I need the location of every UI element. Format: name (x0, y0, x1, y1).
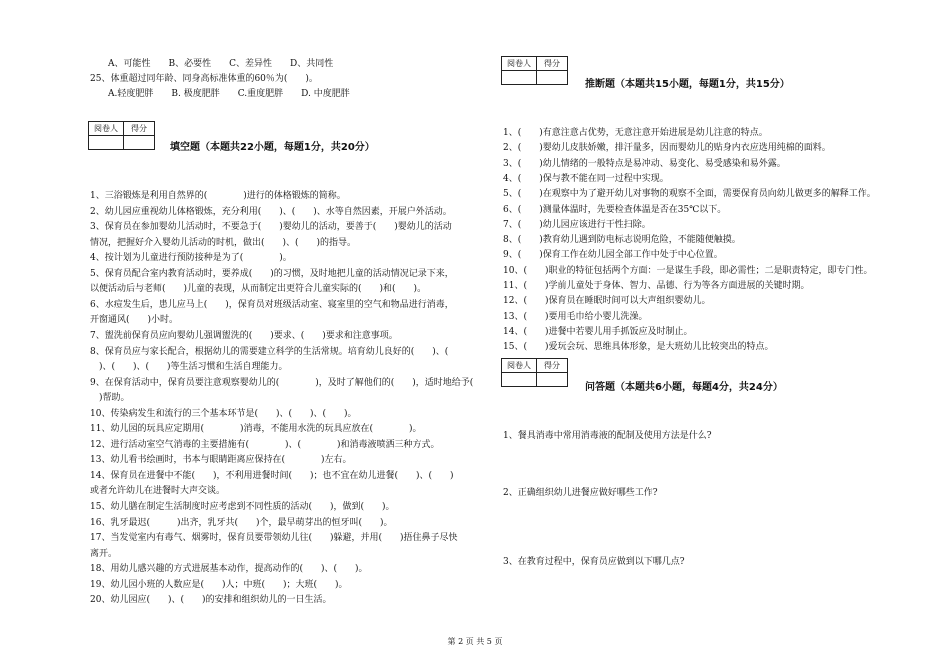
fill-question-line: 7、盥洗前保育员应向婴幼儿强调盥洗的( )要求、( )要求和注意事项。 (90, 330, 398, 341)
reviewer-header: 阅卷人 (502, 57, 537, 71)
judge-question-line: 2、( )婴幼儿皮肤娇嫩，排汗量多，因而婴幼儿的贴身内衣应选用纯棉的面料。 (503, 143, 831, 154)
reviewer-header: 阅卷人 (502, 359, 537, 373)
fill-question-line: 20、幼儿园应( )、( )的安排和组织幼儿的一日生活。 (90, 595, 332, 606)
judge-question-line: 12、( )保育员在睡眠时间可以大声组织婴幼儿。 (503, 296, 711, 307)
fill-question-line: 11、幼儿园的玩具应定期用( )消毒，不能用水洗的玩具应放在( )。 (90, 424, 422, 435)
fill-question-line: 17、当发觉室内有毒气、烟雾时，保育员要带领幼儿往( )躲避，并用( )捂住鼻子尽快 (90, 533, 458, 544)
qa-section-title: 问答题（本题共6小题，每题4分，共24分） (585, 382, 783, 393)
fill-question-line: 离开。 (90, 548, 118, 559)
fill-question-line: )帮助。 (90, 393, 130, 404)
fill-question-line: 2、幼儿园应重视幼儿体格锻炼，充分利用( )、( )、水等自然因素，开展户外活动。 (90, 206, 452, 217)
fill-question-line: 开窗通风( )小时。 (90, 315, 179, 326)
fill-question-line: 以便活动后与老师( )儿童的表现，从而制定出更符合儿童实际的( )和( )。 (90, 284, 427, 295)
reviewer-cell (502, 373, 537, 387)
score-cell (537, 71, 568, 85)
reviewer-cell (502, 71, 537, 85)
score-header: 得分 (537, 57, 568, 71)
fill-question-line: 3、保育员在参加婴幼儿活动时，不要急于( )婴幼儿的活动，要善于( )婴幼儿的活动 (90, 222, 452, 233)
judge-question-line: 8、( )教育幼儿遇到防电标志说明危险，不能随便触摸。 (503, 235, 741, 246)
qa-score-table (501, 358, 568, 387)
qa-question-1: 1、餐具消毒中常用消毒液的配制及使用方法是什么? (503, 431, 712, 441)
fill-question-line: 14、保育员在进餐中不能( )，不利用进餐时间( )；也不宜在幼儿进餐( )、( ) (90, 470, 454, 481)
q25-options: A.轻度肥胖 B. 极度肥胖 C.重度肥胖 D. 中度肥胖 (108, 89, 350, 99)
fill-score-table (88, 121, 155, 150)
judge-question-line: 15、( )爱玩会玩、思维具体形象，是大班幼儿比较突出的特点。 (503, 342, 774, 353)
qa-question-2: 2、正确组织幼儿进餐应做好哪些工作? (503, 488, 658, 498)
judge-question-line: 1、( )有意注意占优势，无意注意开始进展是幼儿注意的特点。 (503, 128, 768, 138)
qa-question-3: 3、在教育过程中，保育员应做到以下哪几点? (503, 557, 685, 567)
fill-question-line: 16、乳牙最迟( )出齐，乳牙共( )个，最早萌芽出的恒牙叫( )。 (90, 517, 393, 528)
score-header: 得分 (537, 359, 568, 373)
fill-question-line: 1、三浴锻炼是利用自然界的( )进行的体格锻炼的简称。 (90, 191, 346, 201)
judge-question-line: 5、( )在观察中为了避开幼儿对事物的观察不全面，需要保育员向幼儿做更多的解释工作。 (503, 189, 876, 200)
fill-question-line: 12、进行活动室空气消毒的主要措施有( )、( )和消毒液喷洒三种方式。 (90, 439, 440, 450)
judge-question-line: 9、( )保育工作在幼儿园全部工作中处于中心位置。 (503, 250, 723, 261)
judge-question-line: 4、( )保与教不能在同一过程中实现。 (503, 173, 669, 184)
fill-question-line: 6、水痘发生后，患儿应马上( )，保育员对班级活动室、寝室里的空气和物品进行消毒， (90, 299, 454, 310)
fill-question-line: 10、传染病发生和流行的三个基本环节是( )、( )、( )。 (90, 408, 357, 419)
judge-score-table (501, 56, 568, 85)
judge-question-line: 3、( )幼儿情绪的一般特点是易冲动、易变化、易受感染和易外露。 (503, 158, 786, 169)
fill-question-line: 19、幼儿园小班的人数应是( )人；中班( )；大班( )。 (90, 579, 348, 590)
fill-question-line: 9、在保育活动中，保育员要注意观察婴幼儿的( )，及时了解他们的( )，适时地给予( (90, 377, 474, 388)
fill-question-line: 5、保育员配合室内教育活动时，要养成( )的习惯，及时地把儿童的活动情况记录下来， (90, 268, 454, 279)
judge-question-line: 13、( )要用毛巾给小婴儿洗澡。 (503, 311, 648, 322)
fill-question-line: 4、按计划为儿童进行预防接种是为了( )。 (90, 253, 292, 264)
score-cell (124, 136, 155, 150)
judge-question-line: 14、( )进餐中若婴儿用手抓饭应及时制止。 (503, 326, 693, 337)
q24-options: A、可能性 B、必要性 C、差异性 D、共同性 (108, 59, 334, 69)
q25-stem: 25、体重超过同年龄、同身高标准体重的60％为( )。 (90, 74, 318, 84)
page-footer: 第 2 页 共 5 页 (447, 637, 503, 646)
fill-question-line: 8、保育员应与家长配合，根据幼儿的需要建立科学的生活常规。培育幼儿良好的( )、( (90, 346, 449, 357)
judge-question-line: 10、( )职业的特征包括两个方面：一是谋生手段，即必需性；二是职责特定，即专门性。 (503, 265, 873, 276)
reviewer-cell (89, 136, 124, 150)
fill-question-line: )、( )、( )等生活习惯和生活自理能力。 (90, 362, 288, 373)
fill-question-line: 13、幼儿看书绘画时，书本与眼睛距离应保持在( )左右。 (90, 455, 352, 466)
fill-question-line: 15、幼儿膳在制定生活制度时应考虑到不同性质的活动( )，做到( )。 (90, 502, 395, 512)
judge-question-line: 11、( )学前儿童处于身体、智力、品德、行为等各方面进展的关键时期。 (503, 281, 810, 291)
fill-section-title: 填空题（本题共22小题，每题1分，共20分） (170, 142, 375, 153)
judge-question-line: 6、( )测量体温时，先要检查体温是否在35℃以下。 (503, 204, 727, 215)
fill-question-line: 18、用幼儿感兴趣的方式进展基本动作，提高动作的( )、( )。 (90, 564, 368, 575)
judge-question-line: 7、( )幼儿园应该进行干性扫除。 (503, 219, 651, 230)
reviewer-header: 阅卷人 (89, 122, 124, 136)
judge-section-title: 推断题（本题共15小题，每题1分，共15分） (585, 79, 790, 90)
fill-question-line: 或者允许幼儿在进餐时大声交谈。 (90, 486, 226, 497)
score-cell (537, 373, 568, 387)
fill-question-line: 情况，把握好介入婴幼儿活动的时机，做出( )、( )的指导。 (90, 237, 357, 248)
score-header: 得分 (124, 122, 155, 136)
